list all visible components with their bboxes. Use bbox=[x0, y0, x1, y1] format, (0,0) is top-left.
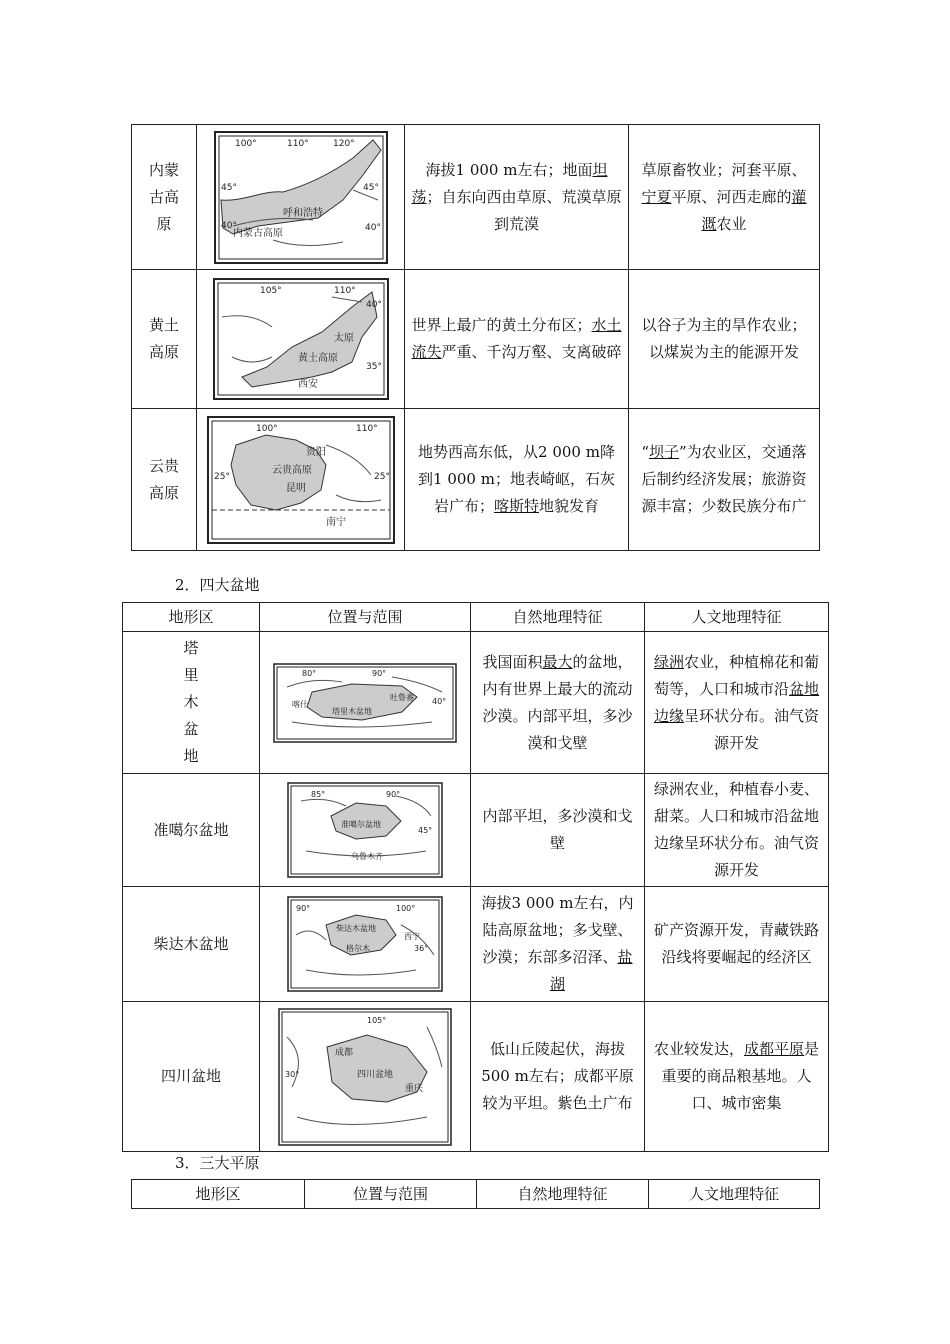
landform-name: 云贵高原 bbox=[132, 409, 197, 551]
svg-text:云贵高原: 云贵高原 bbox=[271, 464, 312, 476]
yungui-plateau-map bbox=[206, 415, 396, 545]
human-features: 以谷子为主的旱作农业；以煤炭为主的能源开发 bbox=[629, 270, 820, 409]
natural-features: 我国面积最大的盆地，内有世界上最大的流动沙漠。内部平坦，多沙漠和戈壁 bbox=[471, 632, 645, 774]
plain-table bbox=[131, 1179, 820, 1209]
junggar-basin-map bbox=[286, 781, 444, 879]
tarim-basin-map bbox=[272, 662, 458, 744]
human-features: 农业较发达，成都平原是重要的商品粮基地。人口、城市密集 bbox=[645, 1002, 829, 1152]
human-features: 绿洲农业，种植棉花和葡萄等，人口和城市沿盆地边缘呈环状分布。油气资源开发 bbox=[645, 632, 829, 774]
svg-text:36°: 36° bbox=[414, 944, 429, 953]
table-row bbox=[132, 125, 820, 270]
natural-features: 低山丘陵起伏，海拔500 m左右；成都平原较为平坦。紫色土广布 bbox=[471, 1002, 645, 1152]
svg-text:格尔木: 格尔木 bbox=[346, 944, 370, 953]
plateau-table bbox=[131, 124, 820, 551]
landform-name: 柴达木盆地 bbox=[123, 887, 260, 1002]
table-row bbox=[123, 632, 829, 774]
svg-text:太原: 太原 bbox=[333, 333, 354, 344]
svg-text:贵阳: 贵阳 bbox=[305, 446, 326, 458]
svg-text:90°: 90° bbox=[296, 904, 311, 913]
map-cell bbox=[260, 887, 471, 1002]
column-header: 自然地理特征 bbox=[471, 603, 645, 632]
landform-name: 塔里木盆地 bbox=[123, 632, 260, 774]
svg-text:80°: 80° bbox=[302, 668, 317, 678]
natural-features: 地势西高东低，从2 000 m降到1 000 m；地表崎岖，石灰岩广布；喀斯特地貌发育 bbox=[405, 409, 629, 551]
section-title: 3．三大平原 bbox=[175, 1154, 260, 1172]
table-header-row bbox=[132, 1180, 820, 1209]
svg-text:吐鲁番: 吐鲁番 bbox=[390, 692, 414, 702]
map-cell bbox=[197, 409, 405, 551]
column-header: 地形区 bbox=[123, 603, 260, 632]
column-header: 地形区 bbox=[132, 1180, 305, 1209]
natural-features: 海拔1 000 m左右；地面坦荡；自东向西由草原、荒漠草原到荒漠 bbox=[405, 125, 629, 270]
map-cell bbox=[197, 270, 405, 409]
natural-features: 世界上最广的黄土分布区；水土流失严重、千沟万壑、支离破碎 bbox=[405, 270, 629, 409]
svg-text:昆明: 昆明 bbox=[285, 482, 306, 494]
svg-text:重庆: 重庆 bbox=[405, 1083, 424, 1094]
svg-text:110°: 110° bbox=[355, 423, 378, 434]
human-features: 绿洲农业，种植春小麦、甜菜。人口和城市沿盆地边缘呈环状分布。油气资源开发 bbox=[645, 774, 829, 887]
svg-text:120°: 120° bbox=[332, 138, 355, 149]
svg-text:乌鲁木齐: 乌鲁木齐 bbox=[351, 852, 383, 861]
svg-text:40°: 40° bbox=[364, 222, 381, 233]
svg-text:100°: 100° bbox=[396, 904, 416, 913]
svg-text:柴达木盆地: 柴达木盆地 bbox=[336, 924, 376, 933]
loess-plateau-map bbox=[212, 277, 390, 401]
svg-text:塔里木盆地: 塔里木盆地 bbox=[332, 706, 372, 716]
svg-text:25°: 25° bbox=[213, 471, 230, 482]
human-features: “坝子”为农业区，交通落后制约经济发展；旅游资源丰富；少数民族分布广 bbox=[629, 409, 820, 551]
svg-text:100°: 100° bbox=[255, 423, 278, 434]
landform-name: 准噶尔盆地 bbox=[123, 774, 260, 887]
column-header: 自然地理特征 bbox=[477, 1180, 649, 1209]
svg-text:喀什: 喀什 bbox=[292, 699, 308, 709]
column-header: 人文地理特征 bbox=[645, 603, 829, 632]
column-header: 人文地理特征 bbox=[649, 1180, 820, 1209]
svg-text:内蒙古高原: 内蒙古高原 bbox=[232, 227, 283, 239]
svg-text:呼和浩特: 呼和浩特 bbox=[282, 207, 323, 219]
svg-text:100°: 100° bbox=[234, 138, 257, 149]
table-row bbox=[123, 774, 829, 887]
svg-text:40°: 40° bbox=[432, 696, 447, 706]
table-row bbox=[132, 409, 820, 551]
inner-mongolia-map bbox=[213, 130, 389, 265]
table-row bbox=[123, 1002, 829, 1152]
map-cell bbox=[260, 1002, 471, 1152]
basin-table bbox=[122, 602, 829, 1152]
svg-text:准噶尔盆地: 准噶尔盆地 bbox=[341, 820, 381, 829]
svg-text:45°: 45° bbox=[418, 826, 433, 835]
landform-name: 内蒙古高原 bbox=[132, 125, 197, 270]
column-header: 位置与范围 bbox=[305, 1180, 477, 1209]
svg-text:110°: 110° bbox=[286, 138, 309, 149]
svg-text:105°: 105° bbox=[259, 286, 282, 296]
human-features: 草原畜牧业；河套平原、宁夏平原、河西走廊的灌溉农业 bbox=[629, 125, 820, 270]
svg-text:40°: 40° bbox=[220, 220, 237, 231]
natural-features: 海拔3 000 m左右，内陆高原盆地；多戈壁、沙漠；东部多沼泽、盐湖 bbox=[471, 887, 645, 1002]
landform-name: 黄土高原 bbox=[132, 270, 197, 409]
svg-text:黄土高原: 黄土高原 bbox=[297, 353, 338, 364]
landform-name: 四川盆地 bbox=[123, 1002, 260, 1152]
section-title: 2．四大盆地 bbox=[175, 576, 260, 594]
column-header: 位置与范围 bbox=[260, 603, 471, 632]
svg-text:25°: 25° bbox=[373, 471, 390, 482]
table-header-row bbox=[123, 603, 829, 632]
svg-text:40°: 40° bbox=[365, 300, 382, 310]
qaidam-basin-map bbox=[286, 895, 444, 993]
map-cell bbox=[197, 125, 405, 270]
svg-text:85°: 85° bbox=[311, 790, 326, 799]
human-features: 矿产资源开发，青藏铁路沿线将要崛起的经济区 bbox=[645, 887, 829, 1002]
table-row bbox=[132, 270, 820, 409]
svg-text:30°: 30° bbox=[285, 1069, 300, 1079]
map-cell bbox=[260, 774, 471, 887]
natural-features: 内部平坦，多沙漠和戈壁 bbox=[471, 774, 645, 887]
svg-text:南宁: 南宁 bbox=[325, 516, 346, 528]
svg-text:45°: 45° bbox=[220, 182, 237, 193]
svg-text:西安: 西安 bbox=[297, 379, 318, 390]
svg-text:45°: 45° bbox=[362, 182, 379, 193]
map-cell bbox=[260, 632, 471, 774]
svg-text:105°: 105° bbox=[367, 1015, 387, 1025]
svg-text:90°: 90° bbox=[372, 668, 387, 678]
svg-text:四川盆地: 四川盆地 bbox=[357, 1069, 394, 1080]
svg-text:90°: 90° bbox=[386, 790, 401, 799]
svg-text:110°: 110° bbox=[333, 286, 356, 296]
svg-text:成都: 成都 bbox=[335, 1047, 354, 1058]
svg-text:西宁: 西宁 bbox=[404, 932, 420, 941]
table-row bbox=[123, 887, 829, 1002]
svg-text:35°: 35° bbox=[365, 362, 382, 372]
sichuan-basin-map bbox=[277, 1007, 453, 1147]
